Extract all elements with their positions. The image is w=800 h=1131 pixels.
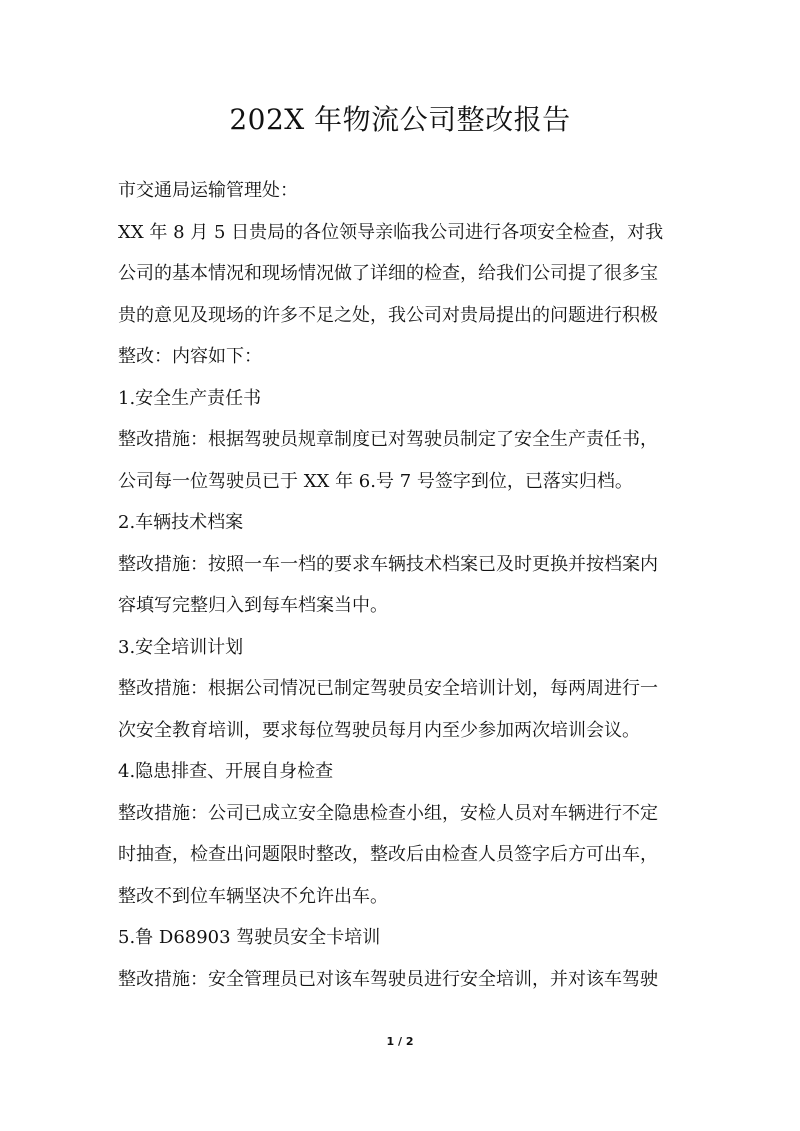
body-line: XX 年 8 月 5 日贵局的各位领导亲临我公司进行各项安全检查，对我 bbox=[118, 221, 664, 243]
body-line: 次安全教育培训，要求每位驾驶员每月内至少参加两次培训会议。 bbox=[118, 719, 640, 741]
section-heading: 4.隐患排查、开展自身检查 bbox=[118, 761, 334, 782]
section-heading: 3.安全培训计划 bbox=[118, 636, 244, 658]
page-number: 1 / 2 bbox=[386, 1035, 414, 1048]
body-line: 整改措施：根据公司情况已制定驾驶员安全培训计划，每两周进行一 bbox=[118, 678, 658, 699]
body-line: 整改措施：按照一车一档的要求车辆技术档案已及时更换并按档案内 bbox=[118, 553, 658, 575]
body-line: 公司每一位驾驶员已于 XX 年 6.号 7 号签字到位，已落实归档。 bbox=[118, 470, 633, 492]
section-heading: 1.安全生产责任书 bbox=[118, 387, 262, 409]
body-line: 整改不到位车辆坚决不允许出车。 bbox=[118, 885, 388, 907]
body-line: 整改措施：安全管理员已对该车驾驶员进行安全培训，并对该车驾驶 bbox=[118, 968, 658, 990]
body-line: 贵的意见及现场的许多不足之处，我公司对贵局提出的问题进行积极 bbox=[118, 304, 658, 326]
body-line: 整改措施：公司已成立安全隐患检查小组，安检人员对车辆进行不定 bbox=[118, 802, 658, 824]
body-line: 整改措施：根据驾驶员规章制度已对驾驶员制定了安全生产责任书， bbox=[118, 429, 658, 450]
document-title: 202X 年物流公司整改报告 bbox=[229, 103, 571, 136]
body-line: 整改：内容如下： bbox=[118, 346, 262, 367]
body-line: 市交通局运输管理处： bbox=[118, 180, 298, 201]
body-line: 公司的基本情况和现场情况做了详细的检查，给我们公司提了很多宝 bbox=[118, 263, 658, 284]
section-heading: 2.车辆技术档案 bbox=[118, 512, 244, 533]
document-body bbox=[118, 170, 688, 1000]
section-heading: 5.鲁 D68903 驾驶员安全卡培训 bbox=[118, 927, 381, 948]
body-line: 容填写完整归入到每车档案当中。 bbox=[118, 595, 388, 616]
body-line: 时抽查，检查出问题限时整改，整改后由检查人员签字后方可出车， bbox=[118, 844, 658, 865]
